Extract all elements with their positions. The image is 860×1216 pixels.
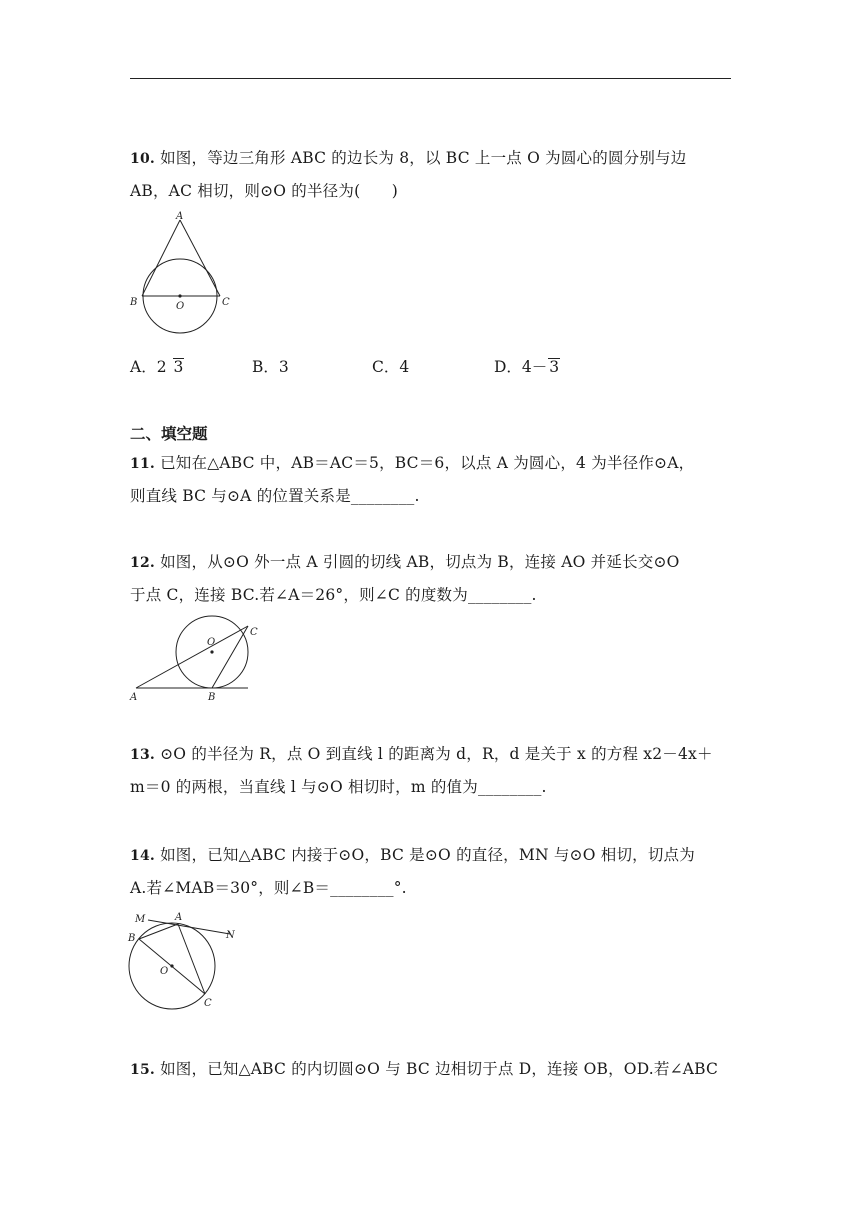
q13-text-1: ⊙O 的半径为 R，点 O 到直线 l 的距离为 d，R，d 是关于 x 的方程 x2－4x＋ [160,745,713,763]
q10-option-d-sqrt: 3 [549,358,560,376]
q14-label-n: N [226,930,235,941]
q10-side-ac [180,220,220,296]
q14-label-o: O [160,966,169,977]
q14-label-a: A [175,912,183,923]
q10-text-1: 如图，等边三角形 ABC 的边长为 8，以 BC 上一点 O 为圆心的圆分别与边 [160,149,687,167]
q12-line2: 于点 C，连接 BC.若∠A＝26°，则∠C 的度数为________. [130,586,537,604]
q10-center-dot [178,294,181,297]
q11-line1 [130,453,694,474]
q10-option-d [494,355,560,377]
q12-label-b: B [208,692,216,703]
q14-label-m: M [135,914,146,925]
q12-line-bc [212,626,248,688]
q14-center-dot [170,964,173,967]
q14-number: 14. [130,848,155,864]
q11-text-1: 已知在△ABC 中，AB＝AC＝5，BC＝6，以点 A 为圆心，4 为半径作⊙A， [160,454,695,472]
q10-option-b: B．3 [252,358,289,376]
q12-center-dot [210,650,213,653]
q12-label-o: O [207,637,216,648]
q10-label-a: A [176,211,184,222]
q10-number: 10. [130,151,155,167]
q10-side-ab [142,220,180,296]
q14-line1 [130,845,695,866]
q13-line1 [130,744,713,765]
q14-label-c: C [204,998,212,1009]
q12-number: 12. [130,555,155,571]
q10-label-c: C [222,297,230,308]
q14-tangent-mn [148,920,230,934]
q15-text-1: 如图，已知△ABC 的内切圆⊙O 与 BC 边相切于点 D，连接 OB，OD.若∠ABC [160,1060,719,1078]
q14-line2: A.若∠MAB＝30°，则∠B＝________°. [130,879,407,897]
q15-line1 [130,1059,718,1080]
q14-text-1: 如图，已知△ABC 内接于⊙O，BC 是⊙O 的直径，MN 与⊙O 相切，切点为 [160,846,695,864]
q10-option-a-text: A．2 [130,358,167,376]
q12-line-ac [136,626,248,688]
q10-figure [128,208,240,338]
q12-figure [128,612,258,704]
q12-line1 [130,552,680,573]
q14-chord-ab [139,924,178,939]
q10-option-c: C．4 [372,358,410,376]
q11-line2: 则直线 BC 与⊙A 的位置关系是________. [130,487,420,505]
q12-label-c: C [250,627,258,638]
q10-label-o: O [176,301,185,312]
q13-number: 13. [130,747,155,763]
header-rule [130,78,731,79]
q15-number: 15. [130,1062,155,1078]
q12-text-1: 如图，从⊙O 外一点 A 引圆的切线 AB，切点为 B，连接 AO 并延长交⊙O [160,553,680,571]
q12-label-a: A [130,692,138,703]
q13-line2: m＝0 的两根，当直线 l 与⊙O 相切时，m 的值为________. [130,778,547,796]
q10-line1 [130,148,686,169]
q10-option-a [130,355,184,377]
q10-option-a-sqrt: 3 [173,358,184,376]
q11-number: 11. [130,456,155,472]
section-title: 二、填空题 [130,424,208,443]
q10-option-d-text: D．4－ [494,358,548,376]
q10-line2: AB，AC 相切，则⊙O 的半径为( ) [130,182,398,200]
q14-label-b: B [128,933,136,944]
q10-label-b: B [130,297,138,308]
q14-figure [126,908,244,1016]
